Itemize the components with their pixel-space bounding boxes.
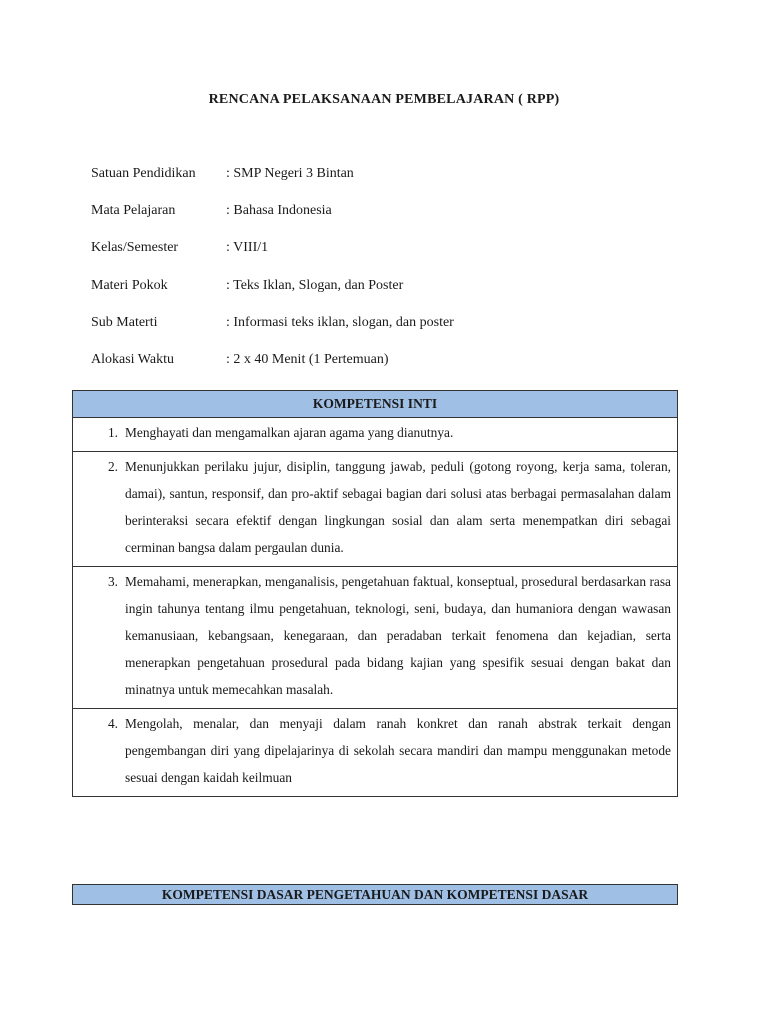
info-row-mata-pelajaran bbox=[91, 203, 691, 240]
item-number: 4. bbox=[107, 716, 118, 731]
item-number: 1. bbox=[107, 425, 118, 440]
info-value: : SMP Negeri 3 Bintan bbox=[226, 166, 354, 181]
table-row bbox=[73, 709, 678, 797]
table-cell bbox=[73, 418, 678, 452]
table-row bbox=[73, 452, 678, 567]
list-item bbox=[73, 452, 677, 566]
identity-info-list bbox=[91, 166, 691, 389]
info-row-satuan-pendidikan bbox=[91, 166, 691, 203]
table-header-row bbox=[73, 391, 678, 418]
info-value: : 2 x 40 Menit (1 Pertemuan) bbox=[226, 351, 389, 367]
info-row-alokasi-waktu bbox=[91, 352, 691, 389]
info-label: Materi Pokok bbox=[91, 277, 168, 293]
table-row bbox=[73, 418, 678, 452]
table-row bbox=[73, 567, 678, 709]
kompetensi-inti-header: KOMPETENSI INTI bbox=[73, 391, 678, 418]
table-cell bbox=[73, 567, 678, 709]
info-label: Alokasi Waktu bbox=[91, 351, 174, 367]
list-item bbox=[73, 418, 677, 451]
item-text: Memahami, menerapkan, menganalisis, pengetahuan faktual, konseptual, prosedural berdasarkan rasa ingin tahunya tentang ilmu pengetahuan, teknologi, seni, budaya, dan humaniora dengan wawasan kemanusiaan, kebangsaan, kenegaraan, dan peradaban terkait fenomena dan kejadian, serta menerapkan pengetahuan prosedural pada bidang kajian yang spesifik sesuai dengan bakat dan minatnya untuk memecahkan masalah. bbox=[125, 574, 671, 697]
item-text: Mengolah, menalar, dan menyaji dalam ranah konkret dan ranah abstrak terkait dengan pengembangan diri yang dipelajarinya di sekolah secara mandiri dan mampu menggunakan metode sesuai dengan kaidah keilmuan bbox=[125, 716, 671, 785]
list-item bbox=[73, 567, 677, 708]
info-value: : VIII/1 bbox=[226, 240, 269, 256]
info-row-kelas-semester bbox=[91, 240, 691, 277]
info-value: : Informasi teks iklan, slogan, dan poster bbox=[226, 314, 454, 330]
info-label: Satuan Pendidikan bbox=[91, 166, 196, 181]
info-value: : Bahasa Indonesia bbox=[226, 203, 332, 219]
info-label: Kelas/Semester bbox=[91, 240, 179, 256]
page-title: RENCANA PELAKSANAAN PEMBELAJARAN ( RPP) bbox=[208, 92, 560, 107]
table-cell bbox=[73, 709, 678, 797]
list-item bbox=[73, 709, 677, 796]
item-text: Menunjukkan perilaku jujur, disiplin, tanggung jawab, peduli (gotong royong, kerja sama, toleran, damai), santun, responsif, dan pro-aktif sebagai bagian dari solusi atas berbagai permasalahan dalam berinteraksi secara efektif dengan lingkungan sosial dan alam serta menempatkan diri sebagai cerminan bangsa dalam pergaulan dunia. bbox=[125, 459, 671, 555]
item-number: 3. bbox=[107, 574, 118, 589]
item-number: 2. bbox=[107, 459, 118, 474]
kompetensi-dasar-header: KOMPETENSI DASAR PENGETAHUAN DAN KOMPETENSI DASAR bbox=[72, 884, 678, 905]
info-row-sub-materi bbox=[91, 315, 691, 352]
kompetensi-inti-table bbox=[72, 390, 678, 797]
info-label: Mata Pelajaran bbox=[91, 203, 176, 219]
info-value: : Teks Iklan, Slogan, dan Poster bbox=[226, 277, 404, 293]
info-row-materi-pokok bbox=[91, 278, 691, 315]
item-text: Menghayati dan mengamalkan ajaran agama yang dianutnya. bbox=[125, 425, 454, 440]
table-cell bbox=[73, 452, 678, 567]
info-label: Sub Materti bbox=[91, 314, 158, 330]
